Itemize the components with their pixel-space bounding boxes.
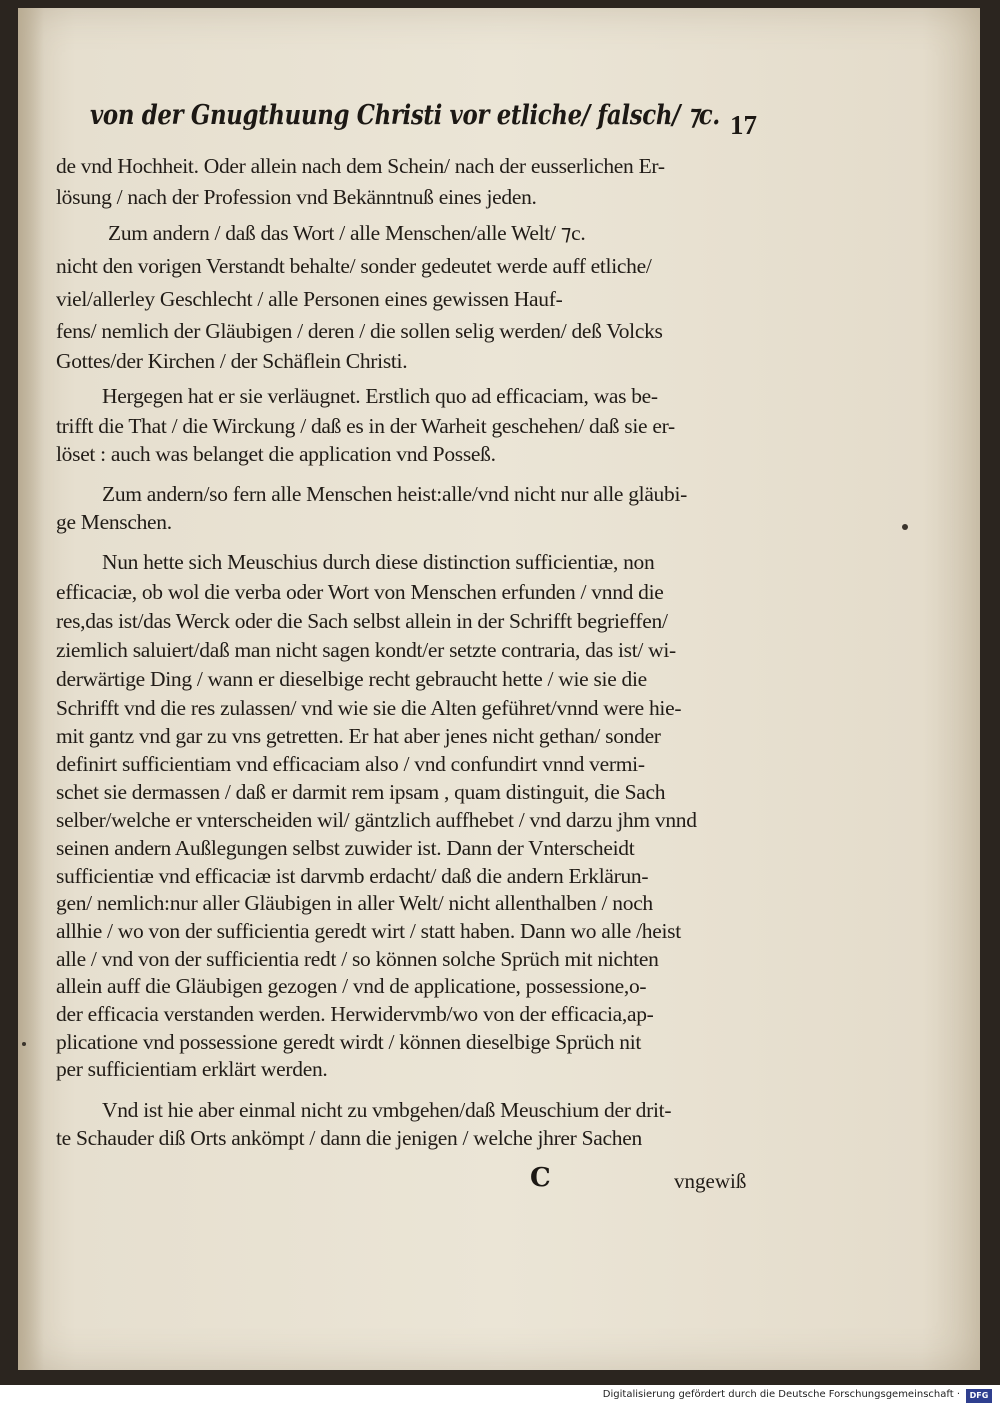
text-line: sufficientiæ vnd efficaciæ ist darvmb erdacht/ daß die andern Erklärun- <box>56 864 649 888</box>
text-line: allein auff die Gläubigen gezogen / vnd de applicatione, possessione,o- <box>56 974 647 998</box>
text-line: te Schauder diß Orts ankömpt / dann die jenigen / welche jhrer Sachen <box>56 1126 642 1150</box>
text-line: alle / vnd von der sufficientia redt / so können solche Sprüch mit nichten <box>56 947 659 971</box>
text-line: löset : auch was belanget die application vnd Posseß. <box>56 442 496 466</box>
text-line: Gottes/der Kirchen / der Schäflein Christi. <box>56 349 408 373</box>
text-line: fens/ nemlich der Gläubigen / deren / die sollen selig werden/ deß Volcks <box>56 319 663 343</box>
digitization-footer <box>0 1385 1000 1407</box>
book-page <box>18 8 980 1370</box>
text-line: Hergegen hat er sie verläugnet. Erstlich quo ad efficaciam, was be- <box>102 384 658 408</box>
text-line: Vnd ist hie aber einmal nicht zu vmbgehen/daß Meuschium der drit- <box>102 1098 672 1122</box>
text-line: Zum andern/so fern alle Menschen heist:alle/vnd nicht nur alle gläubi- <box>102 482 687 506</box>
ink-spot <box>902 524 908 530</box>
running-head: von der Gnugthuung Christi vor etliche/ falsch/ ⁊c. <box>90 100 720 131</box>
page-number: 17 <box>730 110 757 140</box>
footer-credit: Digitalisierung gefördert durch die Deutsche Forschungsgemeinschaft · <box>602 1389 960 1400</box>
text-line: ziemlich saluiert/daß man nicht sagen kondt/er setzte contraria, das ist/ wi- <box>56 638 676 662</box>
text-line: Nun hette sich Meuschius durch diese distinction sufficientiæ, non <box>102 550 655 574</box>
text-line: allhie / wo von der sufficientia geredt wirt / statt haben. Dann wo alle /heist <box>56 919 681 943</box>
text-line: mit gantz vnd gar zu vns getretten. Er hat aber jenes nicht gethan/ sonder <box>56 724 661 748</box>
text-line: de vnd Hochheit. Oder allein nach dem Schein/ nach der eusserlichen Er- <box>56 154 665 178</box>
text-line: definirt sufficientiam vnd efficaciam also / vnd confundirt vnnd vermi- <box>56 752 645 776</box>
text-line: ge Menschen. <box>56 510 172 534</box>
text-line: per sufficientiam erklärt werden. <box>56 1057 328 1081</box>
text-line: schet sie dermassen / daß er darmit rem ipsam , quam distinguit, die Sach <box>56 780 666 804</box>
text-line: plicatione vnd possessione geredt wirdt / können dieselbige Sprüch nit <box>56 1030 642 1054</box>
page-gutter <box>18 8 44 1370</box>
text-line: efficaciæ, ob wol die verba oder Wort von Menschen erfunden / vnnd die <box>56 580 664 604</box>
text-line: Zum andern / daß das Wort / alle Menschen/alle Welt/ ⁊c. <box>108 221 586 245</box>
text-line: seinen andern Außlegungen selbst zuwider ist. Dann der Vnterscheidt <box>56 836 635 860</box>
text-line: gen/ nemlich:nur aller Gläubigen in aller Welt/ nicht allenthalben / noch <box>56 891 653 915</box>
ink-spot <box>22 1042 26 1046</box>
text-line: nicht den vorigen Verstandt behalte/ sonder gedeutet werde auff etliche/ <box>56 254 652 278</box>
signature-mark: C <box>530 1163 551 1193</box>
text-line: res,das ist/das Werck oder die Sach selbst allein in der Schrifft begrieffen/ <box>56 609 668 633</box>
text-line: viel/allerley Geschlecht / alle Personen eines gewissen Hauf- <box>56 287 563 311</box>
text-line: der efficacia verstanden werden. Herwidervmb/wo von der efficacia,ap- <box>56 1002 654 1026</box>
text-line: Schrifft vnd die res zulassen/ vnd wie sie die Alten geführet/vnnd were hie- <box>56 696 682 720</box>
text-line: selber/welche er vnterscheiden wil/ gäntzlich auffhebet / vnd darzu jhm vnnd <box>56 808 697 832</box>
text-line: trifft die That / die Wirckung / daß es in der Warheit geschehen/ daß sie er- <box>56 414 675 438</box>
dfg-logo: DFG <box>966 1389 992 1403</box>
text-line: derwärtige Ding / wann er dieselbige recht gebraucht hette / wie sie die <box>56 667 647 691</box>
text-line: lösung / nach der Profession vnd Bekänntnuß eines jeden. <box>56 185 537 209</box>
catchword: vngewiß <box>674 1169 747 1193</box>
